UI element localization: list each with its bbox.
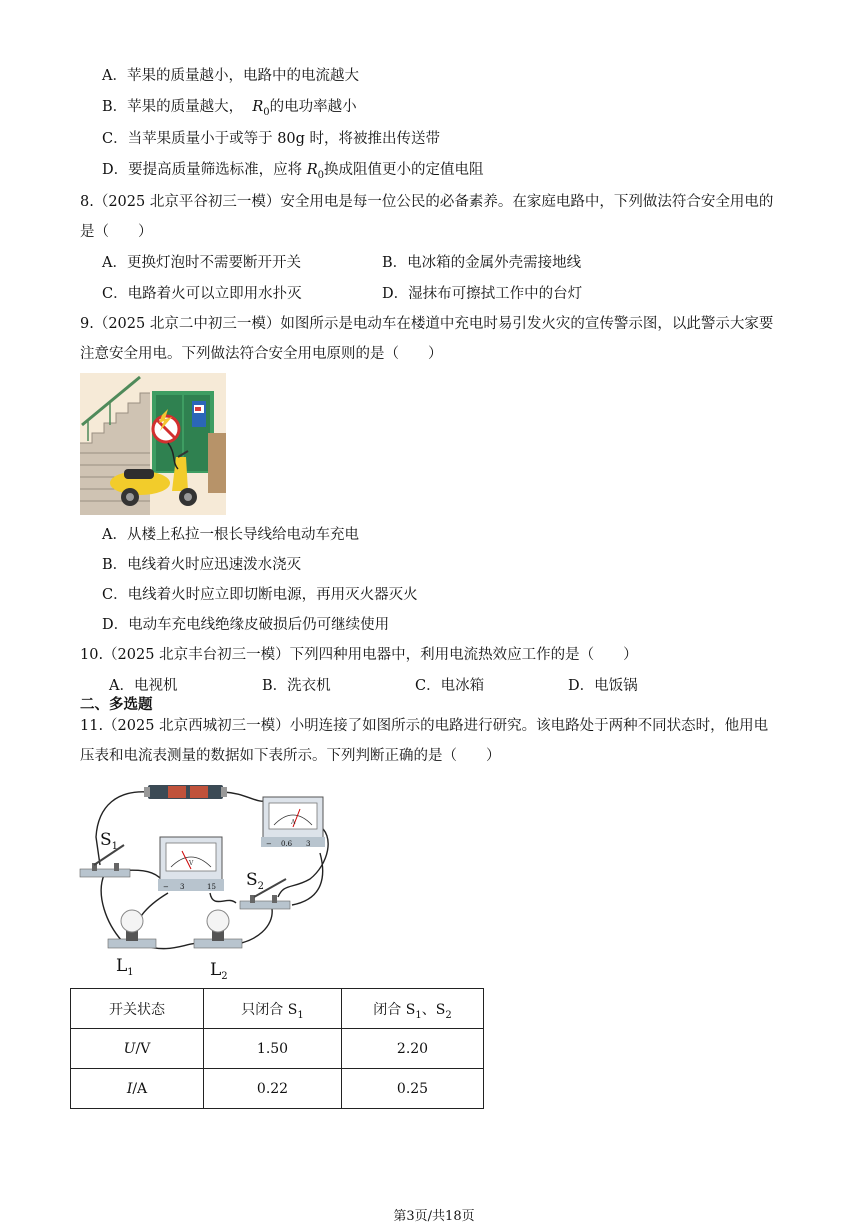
- table-header-row: [71, 989, 484, 1029]
- q8-stem-line2: 是（ ）: [80, 224, 153, 240]
- row-label-voltage: U/V: [71, 1029, 204, 1069]
- header-s1-s2: 闭合 $S_1$、$S_2$: [342, 989, 484, 1029]
- cell-current-s1: 0.22: [204, 1069, 342, 1109]
- q9-option-a: A．从楼上私拉一根长导线给电动车充电: [102, 527, 359, 543]
- q11-stem-line2: 压表和电流表测量的数据如下表所示。下列判断正确的是（ ）: [80, 748, 501, 764]
- ebike-charging-warning-image: [80, 373, 226, 515]
- svg-text:A: A: [291, 819, 296, 826]
- q7-option-b: B．苹果的质量越大， $R_0$的电功率越小: [102, 99, 357, 118]
- q7-option-a: A．苹果的质量越小，电路中的电流越大: [102, 68, 359, 84]
- q10-option-d: D．电饭锅: [568, 678, 638, 694]
- lamp-l2-label: $L_2$: [210, 960, 228, 980]
- q9-stem-line1: 9.（2025 北京二中初三一模）如图所示是电动车在楼道中充电时易引发火灾的宣传警示图，以此警示大家要: [80, 316, 774, 332]
- header-only-s1: 只闭合 $S_1$: [204, 989, 342, 1029]
- voltmeter-terminal-minus: −: [163, 883, 169, 891]
- cell-voltage-s1: 1.50: [204, 1029, 342, 1069]
- switch-s2-label: $S_2$: [246, 870, 265, 892]
- lamp-l1-label: $L_1$: [116, 956, 134, 978]
- q8-option-a: A．更换灯泡时不需要断开开关: [102, 255, 301, 271]
- page-footer: 第3页/共18页: [393, 1209, 475, 1224]
- q8-option-d: D．湿抹布可擦拭工作中的台灯: [382, 286, 583, 302]
- voltmeter-terminal-3: 3: [180, 883, 185, 891]
- ammeter-terminal-minus: −: [266, 840, 272, 848]
- q8-option-b: B．电冰箱的金属外壳需接地线: [382, 255, 582, 271]
- row-label-current: I/A: [71, 1069, 204, 1109]
- section-heading-multi-choice: 二、多选题: [80, 697, 153, 713]
- q10-option-c: C．电冰箱: [415, 678, 485, 694]
- q8-option-c: C．电路着火可以立即用水扑灭: [102, 286, 302, 302]
- table-row: [71, 1069, 484, 1109]
- voltmeter-terminal-15: 15: [207, 883, 216, 891]
- measurement-table: [70, 988, 484, 1109]
- header-switch-state: 开关状态: [71, 989, 204, 1029]
- ammeter-terminal-0.6: 0.6: [281, 840, 293, 848]
- q11-stem-line1: 11.（2025 北京西城初三一模）小明连接了如图所示的电路进行研究。该电路处于两种不同状态时，他用电: [80, 718, 769, 734]
- q9-stem-line2: 注意安全用电。下列做法符合安全用电原则的是（ ）: [80, 346, 443, 362]
- cell-current-s1-s2: 0.25: [342, 1069, 484, 1109]
- table-row: [71, 1029, 484, 1069]
- cell-voltage-s1-s2: 2.20: [342, 1029, 484, 1069]
- svg-text:V: V: [189, 860, 194, 867]
- q7-option-c: C．当苹果质量小于或等于 80g 时，将被推出传送带: [102, 131, 441, 147]
- circuit-diagram: [78, 775, 338, 980]
- q7-option-d: D．要提高质量筛选标准，应将 $R_0$换成阻值更小的定值电阻: [102, 162, 484, 181]
- switch-s1-label: $S_1$: [100, 830, 119, 852]
- q9-option-b: B．电线着火时应迅速泼水浇灭: [102, 557, 302, 573]
- q10-stem: 10.（2025 北京丰台初三一模）下列四种用电器中，利用电流热效应工作的是（ ）: [80, 647, 638, 663]
- q10-option-b: B．洗衣机: [262, 678, 331, 694]
- q10-option-a: A．电视机: [109, 678, 178, 694]
- q8-stem-line1: 8.（2025 北京平谷初三一模）安全用电是每一位公民的必备素养。在家庭电路中，下列做法符合安全用电的: [80, 194, 774, 210]
- q9-option-d: D．电动车充电线绝缘皮破损后仍可继续使用: [102, 617, 390, 633]
- ammeter-terminal-3: 3: [306, 840, 311, 848]
- q9-option-c: C．电线着火时应立即切断电源，再用灭火器灭火: [102, 587, 418, 603]
